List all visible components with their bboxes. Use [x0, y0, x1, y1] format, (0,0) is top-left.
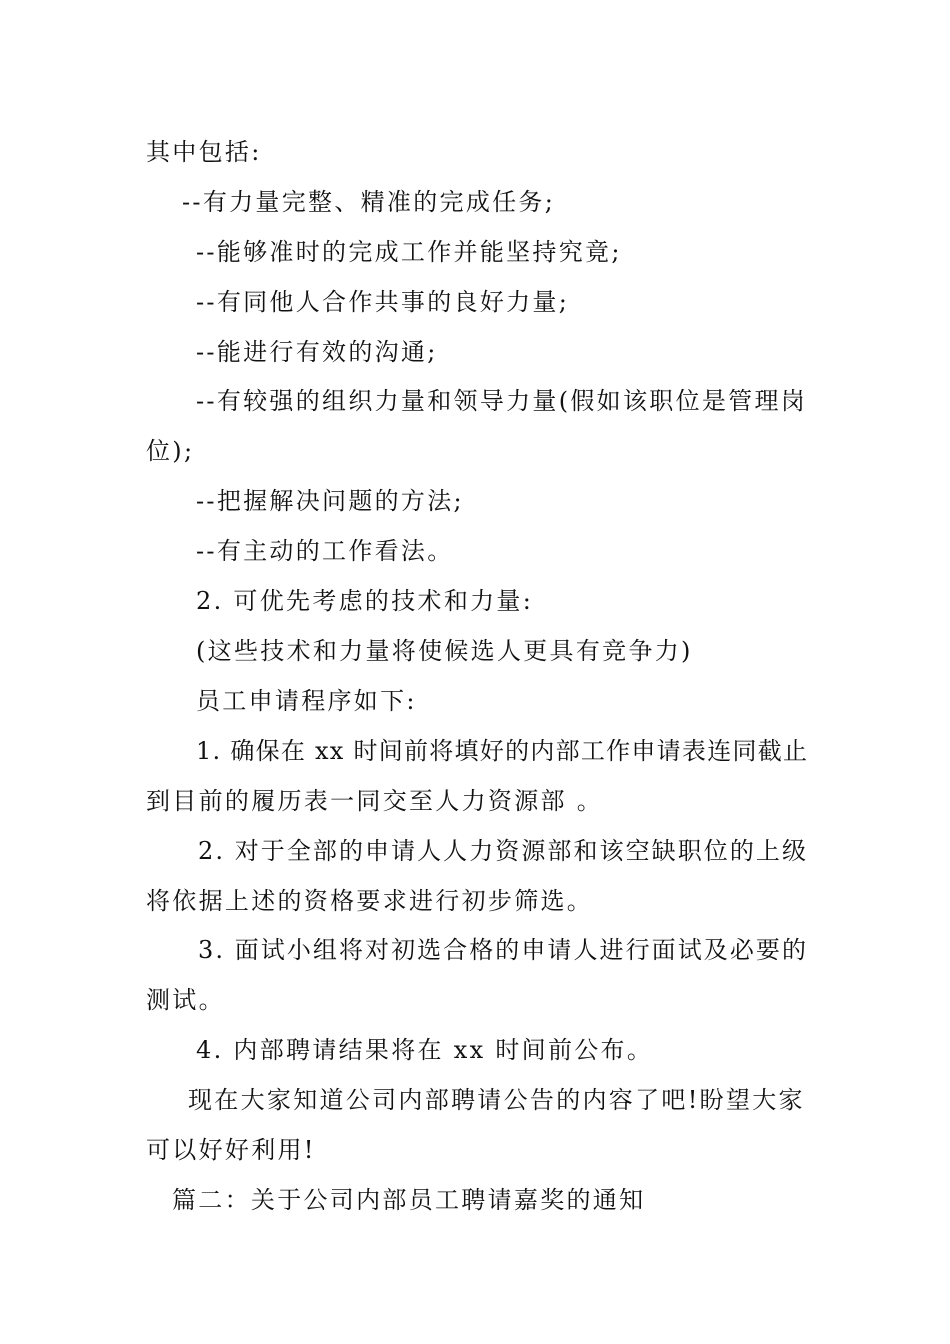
text-line-qualification-5-cont: 位);: [146, 437, 195, 465]
section-heading-part-two: 篇二：关于公司内部员工聘请嘉奖的通知: [172, 1186, 646, 1214]
text-line-qualification-2: --能够准时的完成工作并能坚持究竟;: [196, 238, 622, 266]
text-line-step-3: 3. 面试小组将对初选合格的申请人进行面试及必要的: [198, 936, 809, 964]
text-line-step-2: 2. 对于全部的申请人人力资源部和该空缺职位的上级: [198, 837, 809, 865]
text-line-step-3-cont: 测试。: [146, 986, 225, 1014]
text-line-qualification-4: --能进行有效的沟通;: [196, 338, 438, 366]
text-line-closing-cont: 可以好好利用!: [146, 1136, 316, 1164]
text-line-qualification-1: --有力量完整、精准的完成任务;: [182, 188, 556, 216]
text-line-qualification-6: --把握解决问题的方法;: [196, 487, 464, 515]
text-line-preferred-note: (这些技术和力量将使候选人更具有竞争力): [196, 637, 693, 665]
text-line-intro: 其中包括:: [146, 138, 262, 166]
text-line-closing: 现在大家知道公司内部聘请公告的内容了吧!盼望大家: [188, 1086, 805, 1114]
text-line-step-2-cont: 将依据上述的资格要求进行初步筛选。: [146, 887, 594, 915]
text-line-step-4: 4. 内部聘请结果将在 xx 时间前公布。: [196, 1036, 654, 1064]
text-line-qualification-5: --有较强的组织力量和领导力量(假如该职位是管理岗: [196, 387, 808, 415]
text-line-step-1-cont: 到目前的履历表一同交至人力资源部 。: [146, 787, 604, 815]
text-line-qualification-7: --有主动的工作看法。: [196, 537, 454, 565]
text-line-step-1: 1. 确保在 xx 时间前将填好的内部工作申请表连同截止: [196, 737, 809, 765]
text-line-preferred-skills: 2. 可优先考虑的技术和力量:: [196, 587, 534, 615]
text-line-procedure-heading: 员工申请程序如下:: [196, 687, 417, 715]
text-line-qualification-3: --有同他人合作共事的良好力量;: [196, 288, 570, 316]
